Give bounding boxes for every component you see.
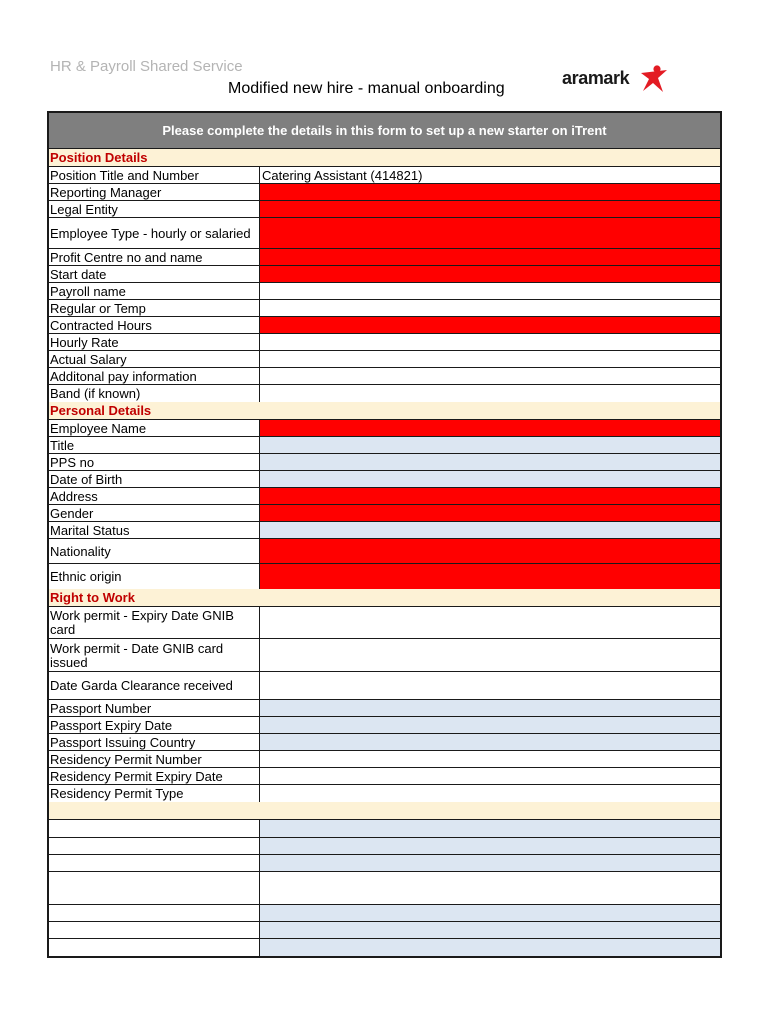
field-value-actual-salary[interactable] bbox=[260, 351, 720, 367]
field-value-reporting-manager[interactable] bbox=[260, 184, 720, 200]
field-label bbox=[49, 939, 260, 956]
field-value-profit-centre-no-and-name[interactable] bbox=[260, 249, 720, 265]
field-label: Title bbox=[49, 437, 260, 453]
field-label: Passport Number bbox=[49, 700, 260, 716]
form-row-band-if-known bbox=[49, 385, 720, 402]
form-row-title bbox=[49, 437, 720, 454]
section-heading-position-details: Position Details bbox=[49, 149, 720, 167]
field-value-start-date[interactable] bbox=[260, 266, 720, 282]
field-label: Address bbox=[49, 488, 260, 504]
field-value-address[interactable] bbox=[260, 488, 720, 504]
form-row-pps-no bbox=[49, 454, 720, 471]
form-row-work-permit-expiry-date-gnib-card bbox=[49, 607, 720, 639]
form-row-blank-3 bbox=[49, 872, 720, 905]
form-row-work-permit-date-gnib-card-issued bbox=[49, 639, 720, 672]
form-banner: Please complete the details in this form to set up a new starter on iTrent bbox=[49, 113, 720, 149]
field-value-residency-permit-type[interactable] bbox=[260, 785, 720, 802]
field-value-passport-issuing-country[interactable] bbox=[260, 734, 720, 750]
form-row-blank-2 bbox=[49, 855, 720, 872]
form-row-payroll-name bbox=[49, 283, 720, 300]
field-value-legal-entity[interactable] bbox=[260, 201, 720, 217]
field-value-work-permit-date-gnib-card-issued[interactable] bbox=[260, 639, 720, 671]
field-label: Payroll name bbox=[49, 283, 260, 299]
form-row-residency-permit-expiry-date bbox=[49, 768, 720, 785]
form-row-passport-issuing-country bbox=[49, 734, 720, 751]
field-value-blank-6[interactable] bbox=[260, 939, 720, 956]
section-heading-right-to-work: Right to Work bbox=[49, 589, 720, 607]
field-label: Ethnic origin bbox=[49, 564, 260, 589]
field-value-title[interactable] bbox=[260, 437, 720, 453]
field-value-pps-no[interactable] bbox=[260, 454, 720, 470]
field-value-blank-5[interactable] bbox=[260, 922, 720, 938]
field-label: Hourly Rate bbox=[49, 334, 260, 350]
form-row-marital-status bbox=[49, 522, 720, 539]
field-value-blank-0[interactable] bbox=[260, 820, 720, 837]
position-details-rows bbox=[49, 167, 720, 402]
form-row-address bbox=[49, 488, 720, 505]
field-label: Residency Permit Number bbox=[49, 751, 260, 767]
form-row-legal-entity bbox=[49, 201, 720, 218]
field-label: Passport Issuing Country bbox=[49, 734, 260, 750]
field-label: Passport Expiry Date bbox=[49, 717, 260, 733]
field-label: Employee Type - hourly or salaried bbox=[49, 218, 260, 248]
field-value-gender[interactable] bbox=[260, 505, 720, 521]
field-value-employee-name[interactable] bbox=[260, 420, 720, 436]
form-row-passport-number bbox=[49, 700, 720, 717]
field-value-hourly-rate[interactable] bbox=[260, 334, 720, 350]
field-label: Marital Status bbox=[49, 522, 260, 538]
field-value-work-permit-expiry-date-gnib-card[interactable] bbox=[260, 607, 720, 638]
form-row-additonal-pay-information bbox=[49, 368, 720, 385]
field-label: Work permit - Date GNIB card issued bbox=[49, 639, 260, 671]
field-label bbox=[49, 855, 260, 871]
field-value-residency-permit-number[interactable] bbox=[260, 751, 720, 767]
form-row-passport-expiry-date bbox=[49, 717, 720, 734]
form-row-reporting-manager bbox=[49, 184, 720, 201]
form-row-actual-salary bbox=[49, 351, 720, 368]
field-label: Start date bbox=[49, 266, 260, 282]
field-value-regular-or-temp[interactable] bbox=[260, 300, 720, 316]
field-label: Position Title and Number bbox=[49, 167, 260, 183]
field-label bbox=[49, 922, 260, 938]
logo-wordmark: aramark bbox=[562, 68, 630, 88]
right-to-work-rows bbox=[49, 607, 720, 802]
department-label: HR & Payroll Shared Service bbox=[50, 58, 243, 75]
field-value-blank-4[interactable] bbox=[260, 905, 720, 921]
field-value-blank-2[interactable] bbox=[260, 855, 720, 871]
form-row-profit-centre-no-and-name bbox=[49, 249, 720, 266]
field-label: Nationality bbox=[49, 539, 260, 563]
form-row-blank-6 bbox=[49, 939, 720, 956]
field-label bbox=[49, 905, 260, 921]
field-value-marital-status[interactable] bbox=[260, 522, 720, 538]
field-label bbox=[49, 820, 260, 837]
star-figure-icon bbox=[638, 64, 670, 94]
field-value-residency-permit-expiry-date[interactable] bbox=[260, 768, 720, 784]
form-row-employee-name bbox=[49, 420, 720, 437]
form-row-ethnic-origin bbox=[49, 564, 720, 589]
field-value-passport-number[interactable] bbox=[260, 700, 720, 716]
onboarding-form bbox=[47, 111, 722, 958]
field-label: Work permit - Expiry Date GNIB card bbox=[49, 607, 260, 638]
field-label: Additonal pay information bbox=[49, 368, 260, 384]
document-title: Modified new hire - manual onboarding bbox=[228, 80, 505, 97]
section-heading-personal-details: Personal Details bbox=[49, 402, 720, 420]
field-value-employee-type-hourly-or-salaried[interactable] bbox=[260, 218, 720, 248]
field-label: Profit Centre no and name bbox=[49, 249, 260, 265]
field-label: Actual Salary bbox=[49, 351, 260, 367]
form-row-employee-type-hourly-or-salaried bbox=[49, 218, 720, 249]
field-label: Regular or Temp bbox=[49, 300, 260, 316]
form-row-date-garda-clearance-received bbox=[49, 672, 720, 700]
form-row-regular-or-temp bbox=[49, 300, 720, 317]
field-value-blank-1[interactable] bbox=[260, 838, 720, 854]
aramark-logo bbox=[562, 64, 674, 96]
field-value-nationality[interactable] bbox=[260, 539, 720, 563]
field-value-band-if-known[interactable] bbox=[260, 385, 720, 402]
form-row-contracted-hours bbox=[49, 317, 720, 334]
section-heading-blank bbox=[49, 802, 720, 820]
form-row-residency-permit-type bbox=[49, 785, 720, 802]
field-label: Reporting Manager bbox=[49, 184, 260, 200]
form-row-blank-0 bbox=[49, 820, 720, 838]
field-value-passport-expiry-date[interactable] bbox=[260, 717, 720, 733]
field-value-ethnic-origin[interactable] bbox=[260, 564, 720, 589]
field-label: Band (if known) bbox=[49, 385, 260, 402]
form-row-position-title-and-number bbox=[49, 167, 720, 184]
field-value-date-of-birth[interactable] bbox=[260, 471, 720, 487]
field-label: PPS no bbox=[49, 454, 260, 470]
field-label: Residency Permit Expiry Date bbox=[49, 768, 260, 784]
field-value-blank-3[interactable] bbox=[260, 872, 720, 904]
form-row-blank-4 bbox=[49, 905, 720, 922]
field-value-payroll-name[interactable] bbox=[260, 283, 720, 299]
field-value-date-garda-clearance-received[interactable] bbox=[260, 672, 720, 699]
form-row-start-date bbox=[49, 266, 720, 283]
field-label: Gender bbox=[49, 505, 260, 521]
field-label: Residency Permit Type bbox=[49, 785, 260, 802]
field-label: Date Garda Clearance received bbox=[49, 672, 260, 699]
form-row-gender bbox=[49, 505, 720, 522]
personal-details-rows bbox=[49, 420, 720, 589]
field-value-contracted-hours[interactable] bbox=[260, 317, 720, 333]
form-row-nationality bbox=[49, 539, 720, 564]
form-row-hourly-rate bbox=[49, 334, 720, 351]
form-row-residency-permit-number bbox=[49, 751, 720, 768]
form-row-blank-5 bbox=[49, 922, 720, 939]
field-value-position-title-and-number[interactable]: Catering Assistant (414821) bbox=[260, 167, 720, 183]
field-label: Contracted Hours bbox=[49, 317, 260, 333]
field-label: Date of Birth bbox=[49, 471, 260, 487]
field-label bbox=[49, 872, 260, 904]
form-row-date-of-birth bbox=[49, 471, 720, 488]
field-label: Legal Entity bbox=[49, 201, 260, 217]
field-value-additonal-pay-information[interactable] bbox=[260, 368, 720, 384]
form-row-blank-1 bbox=[49, 838, 720, 855]
extra-rows bbox=[49, 820, 720, 956]
field-label bbox=[49, 838, 260, 854]
field-label: Employee Name bbox=[49, 420, 260, 436]
